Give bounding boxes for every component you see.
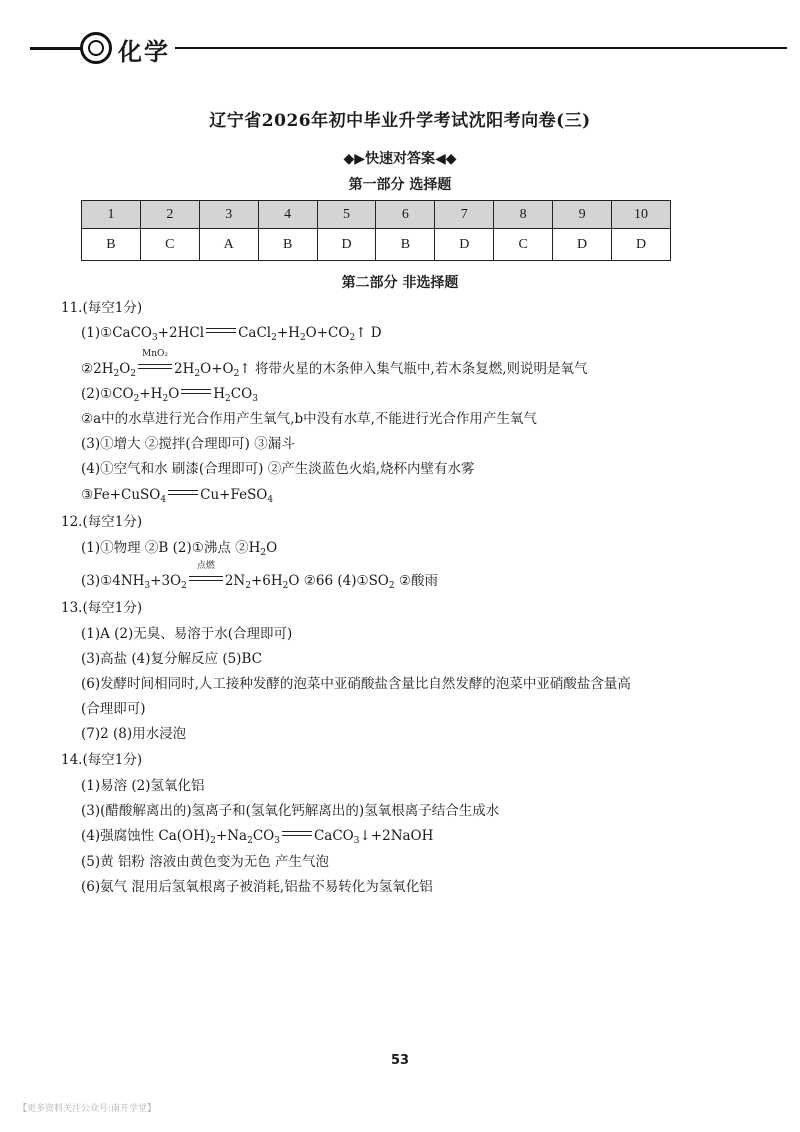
question-number: 3 xyxy=(199,201,258,229)
q14-line-3: (4)强腐蚀性 $Ca(OH)_2+Na_2CO_3$ CaCO$_3$↓+2NaOH xyxy=(81,828,434,846)
q13-line-4: (合理即可) xyxy=(81,701,146,717)
q12-label: 12.(每空1分) xyxy=(61,514,143,530)
answer-cell: D xyxy=(553,229,612,261)
equals-sign xyxy=(168,490,198,495)
answer-cell: A xyxy=(199,229,258,261)
page-title: 辽宁省2026年初中毕业升学考试沈阳考向卷(三) xyxy=(209,111,591,131)
question-number: 2 xyxy=(140,201,199,229)
answer-cell: D xyxy=(317,229,376,261)
header-rule-right xyxy=(175,47,787,49)
answer-table xyxy=(81,200,671,261)
q13-line-5: (7)2 (8)用水浸泡 xyxy=(81,726,187,742)
question-number: 1 xyxy=(82,201,141,229)
question-number: 8 xyxy=(494,201,553,229)
chemistry-logo-icon xyxy=(80,32,112,64)
answer-cell: D xyxy=(435,229,494,261)
quick-answer-heading: ◆▶快速对答案◀◆ xyxy=(343,151,457,167)
q12-line-2: $(3)①4NH_3+3O_2$ 点燃 $2N_2+6H_2O$ ②66 $(4)①SO_2$ ②酸雨 xyxy=(81,561,439,591)
answer-table-answer-row xyxy=(82,229,671,261)
footer-note: 【更多资料关注公众号:南开学堂】 xyxy=(18,1104,157,1114)
answer-cell: B xyxy=(376,229,435,261)
q14-line-5: (6)氨气 混用后氢氧根离子被消耗,铝盐不易转化为氢氧化铝 xyxy=(81,879,433,895)
question-number: 6 xyxy=(376,201,435,229)
q11-line-7: ③Fe+CuSO$_4$ Cu+FeSO$_4$ xyxy=(81,487,274,505)
answer-cell: D xyxy=(612,229,671,261)
q14-line-2: (3)(醋酸解离出的)氢离子和(氢氧化钙解离出的)氢氧根离子结合生成水 xyxy=(81,803,500,819)
answer-cell: B xyxy=(258,229,317,261)
page-header xyxy=(30,30,790,68)
q13-line-3: (6)发酵时间相同时,人工接种发酵的泡菜中亚硝酸盐含量比自然发酵的泡菜中亚硝酸盐含量高 xyxy=(81,676,631,692)
q12-line-1: (1)①物理 ②B (2)①沸点 $②H_2O$ xyxy=(81,540,278,558)
question-number: 7 xyxy=(435,201,494,229)
q13-line-2: (3)高盐 (4)复分解反应 (5)BC xyxy=(81,651,262,667)
q14-line-1: (1)易溶 (2)氢氧化铝 xyxy=(81,778,205,794)
q11-line-6: (4)①空气和水 刷漆(合理即可) ②产生淡蓝色火焰,烧杯内壁有水雾 xyxy=(81,461,475,477)
reaction-condition: MnO₂ xyxy=(138,360,172,378)
equals-sign xyxy=(206,328,236,333)
page-number: 53 xyxy=(390,1053,410,1068)
part2-heading: 第二部分 非选择题 xyxy=(341,275,459,291)
q11-line-1: (1)①CaCO$_3$+2HCl $CaCl_2+H_2O+CO_2↑$ D xyxy=(81,325,382,343)
answer-cell: B xyxy=(82,229,141,261)
q11-line-2: $②2H_2O_2$ MnO₂ $2H_2O+O_2↑$ 将带火星的木条伸入集气瓶中,若木条复燃,则说明是氧气 xyxy=(81,349,588,379)
equals-sign xyxy=(282,831,312,836)
equals-sign xyxy=(181,389,211,394)
q11-line-4: ②a中的水草进行光合作用产生氧气,b中没有水草,不能进行光合作用产生氧气 xyxy=(81,411,537,427)
q11-line-3: $(2)①CO_2+H_2O$ $H_2CO_3$ xyxy=(81,386,258,404)
q14-line-4: (5)黄 铝粉 溶液由黄色变为无色 产生气泡 xyxy=(81,854,329,870)
reaction-condition: 点燃 xyxy=(189,572,223,590)
subject-label: 化学 xyxy=(118,38,170,66)
q11-label: 11.(每空1分) xyxy=(61,300,143,316)
q11-line-5: (3)①增大 ②搅拌(合理即可) ③漏斗 xyxy=(81,436,295,452)
q13-label: 13.(每空1分) xyxy=(61,600,143,616)
header-rule-left xyxy=(30,47,82,50)
answer-cell: C xyxy=(140,229,199,261)
question-number: 4 xyxy=(258,201,317,229)
answer-table-header-row xyxy=(82,201,671,229)
part1-heading: 第一部分 选择题 xyxy=(348,177,452,193)
q13-line-1: (1)A (2)无臭、易溶于水(合理即可) xyxy=(81,626,293,642)
answer-cell: C xyxy=(494,229,553,261)
question-number: 9 xyxy=(553,201,612,229)
q14-label: 14.(每空1分) xyxy=(61,752,143,768)
question-number: 10 xyxy=(612,201,671,229)
question-number: 5 xyxy=(317,201,376,229)
